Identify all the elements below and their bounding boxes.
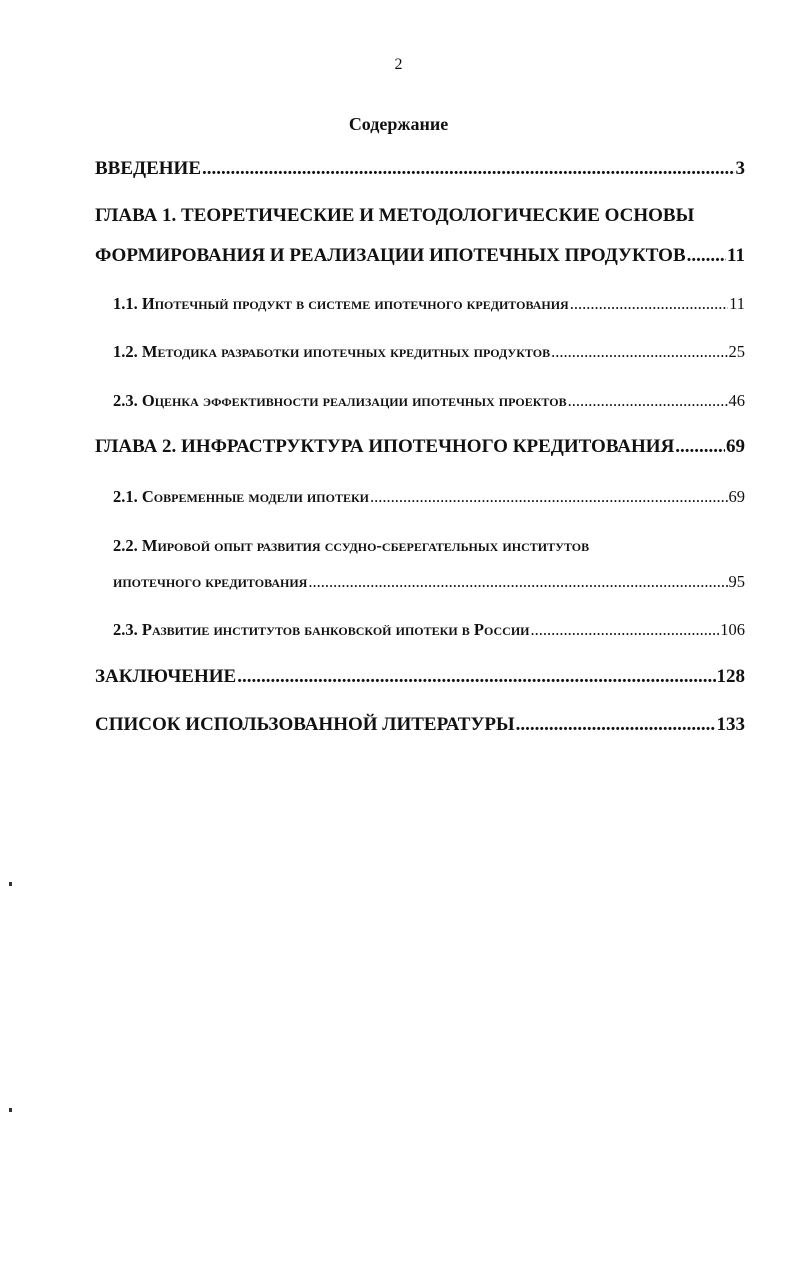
- toc-entry-chapter1-line1[interactable]: ГЛАВА 1. ТЕОРЕТИЧЕСКИЕ И МЕТОДОЛОГИЧЕСКИЕ ОСНОВЫ: [95, 205, 695, 226]
- toc-entry-page: 128: [716, 666, 745, 687]
- toc-entry-page: 11: [729, 294, 745, 313]
- toc-entry-page: 11: [727, 245, 745, 266]
- dot-leader: [308, 572, 727, 592]
- toc-entry-page: 46: [728, 391, 745, 410]
- dot-leader: [687, 245, 726, 267]
- toc-entry-label: ФОРМИРОВАНИЯ И РЕАЛИЗАЦИИ ИПОТЕЧНЫХ ПРОДУКТОВ: [95, 245, 686, 266]
- scan-speck: [9, 882, 12, 886]
- toc-entry-page: 133: [716, 714, 745, 735]
- toc-entry-1-1[interactable]: [113, 294, 745, 314]
- dot-leader: [237, 666, 715, 688]
- dot-leader: [202, 158, 735, 180]
- toc-entry-2-1[interactable]: [113, 487, 745, 507]
- toc-entry-conclusion[interactable]: [95, 666, 745, 688]
- dot-leader: [570, 294, 728, 314]
- toc-entry-page: 95: [728, 572, 745, 591]
- toc-entry-page: 25: [728, 342, 745, 361]
- toc-entry-1-2[interactable]: [113, 342, 745, 362]
- dot-leader: [675, 436, 725, 458]
- dot-leader: [370, 487, 728, 507]
- toc-entry-label: 2.3. Развитие институтов банковской ипотеки в России: [113, 620, 530, 639]
- toc-entry-page: 69: [728, 487, 745, 506]
- dot-leader: [551, 342, 727, 362]
- toc-entry-label: 2.1. Современные модели ипотеки: [113, 487, 369, 506]
- toc-entry-label: ЗАКЛЮЧЕНИЕ: [95, 666, 237, 687]
- toc-entry-2-2[interactable]: [113, 572, 745, 592]
- toc-entry-introduction[interactable]: [95, 158, 745, 180]
- dot-leader: [516, 714, 716, 736]
- toc-entry-label: ГЛАВА 2. ИНФРАСТРУКТУРА ИПОТЕЧНОГО КРЕДИТОВАНИЯ: [95, 436, 675, 457]
- toc-entry-label: ипотечного кредитования: [113, 572, 308, 591]
- toc-entry-page: 3: [735, 158, 745, 179]
- toc-entry-label: СПИСОК ИСПОЛЬЗОВАННОЙ ЛИТЕРАТУРЫ: [95, 714, 515, 735]
- toc-entry-label: ВВЕДЕНИЕ: [95, 158, 201, 179]
- toc-entry-label: 1.1. Ипотечный продукт в системе ипотечного кредитования: [113, 294, 569, 313]
- toc-entry-page: 69: [726, 436, 745, 457]
- toc-entry-page: 106: [720, 620, 745, 639]
- toc-entry-label: 1.2. Методика разработки ипотечных кредитных продуктов: [113, 342, 551, 361]
- toc-entry-2-2-line1[interactable]: 2.2. Мировой опыт развития ссудно-сберегательных институтов: [113, 536, 590, 555]
- toc-entry-chapter1[interactable]: [95, 245, 745, 267]
- page-number: 2: [394, 56, 403, 73]
- toc-entry-2-3[interactable]: [113, 620, 745, 640]
- dot-leader: [531, 620, 720, 640]
- dot-leader: [568, 391, 728, 411]
- toc-entry-label: 2.3. Оценка эффективности реализации ипотечных проектов: [113, 391, 567, 410]
- toc-entry-bibliography[interactable]: [95, 714, 745, 736]
- toc-title: Содержание: [348, 114, 449, 134]
- scan-speck: [9, 1108, 12, 1112]
- toc-entry-chapter2[interactable]: [95, 436, 745, 458]
- toc-entry-1-3[interactable]: [113, 391, 745, 411]
